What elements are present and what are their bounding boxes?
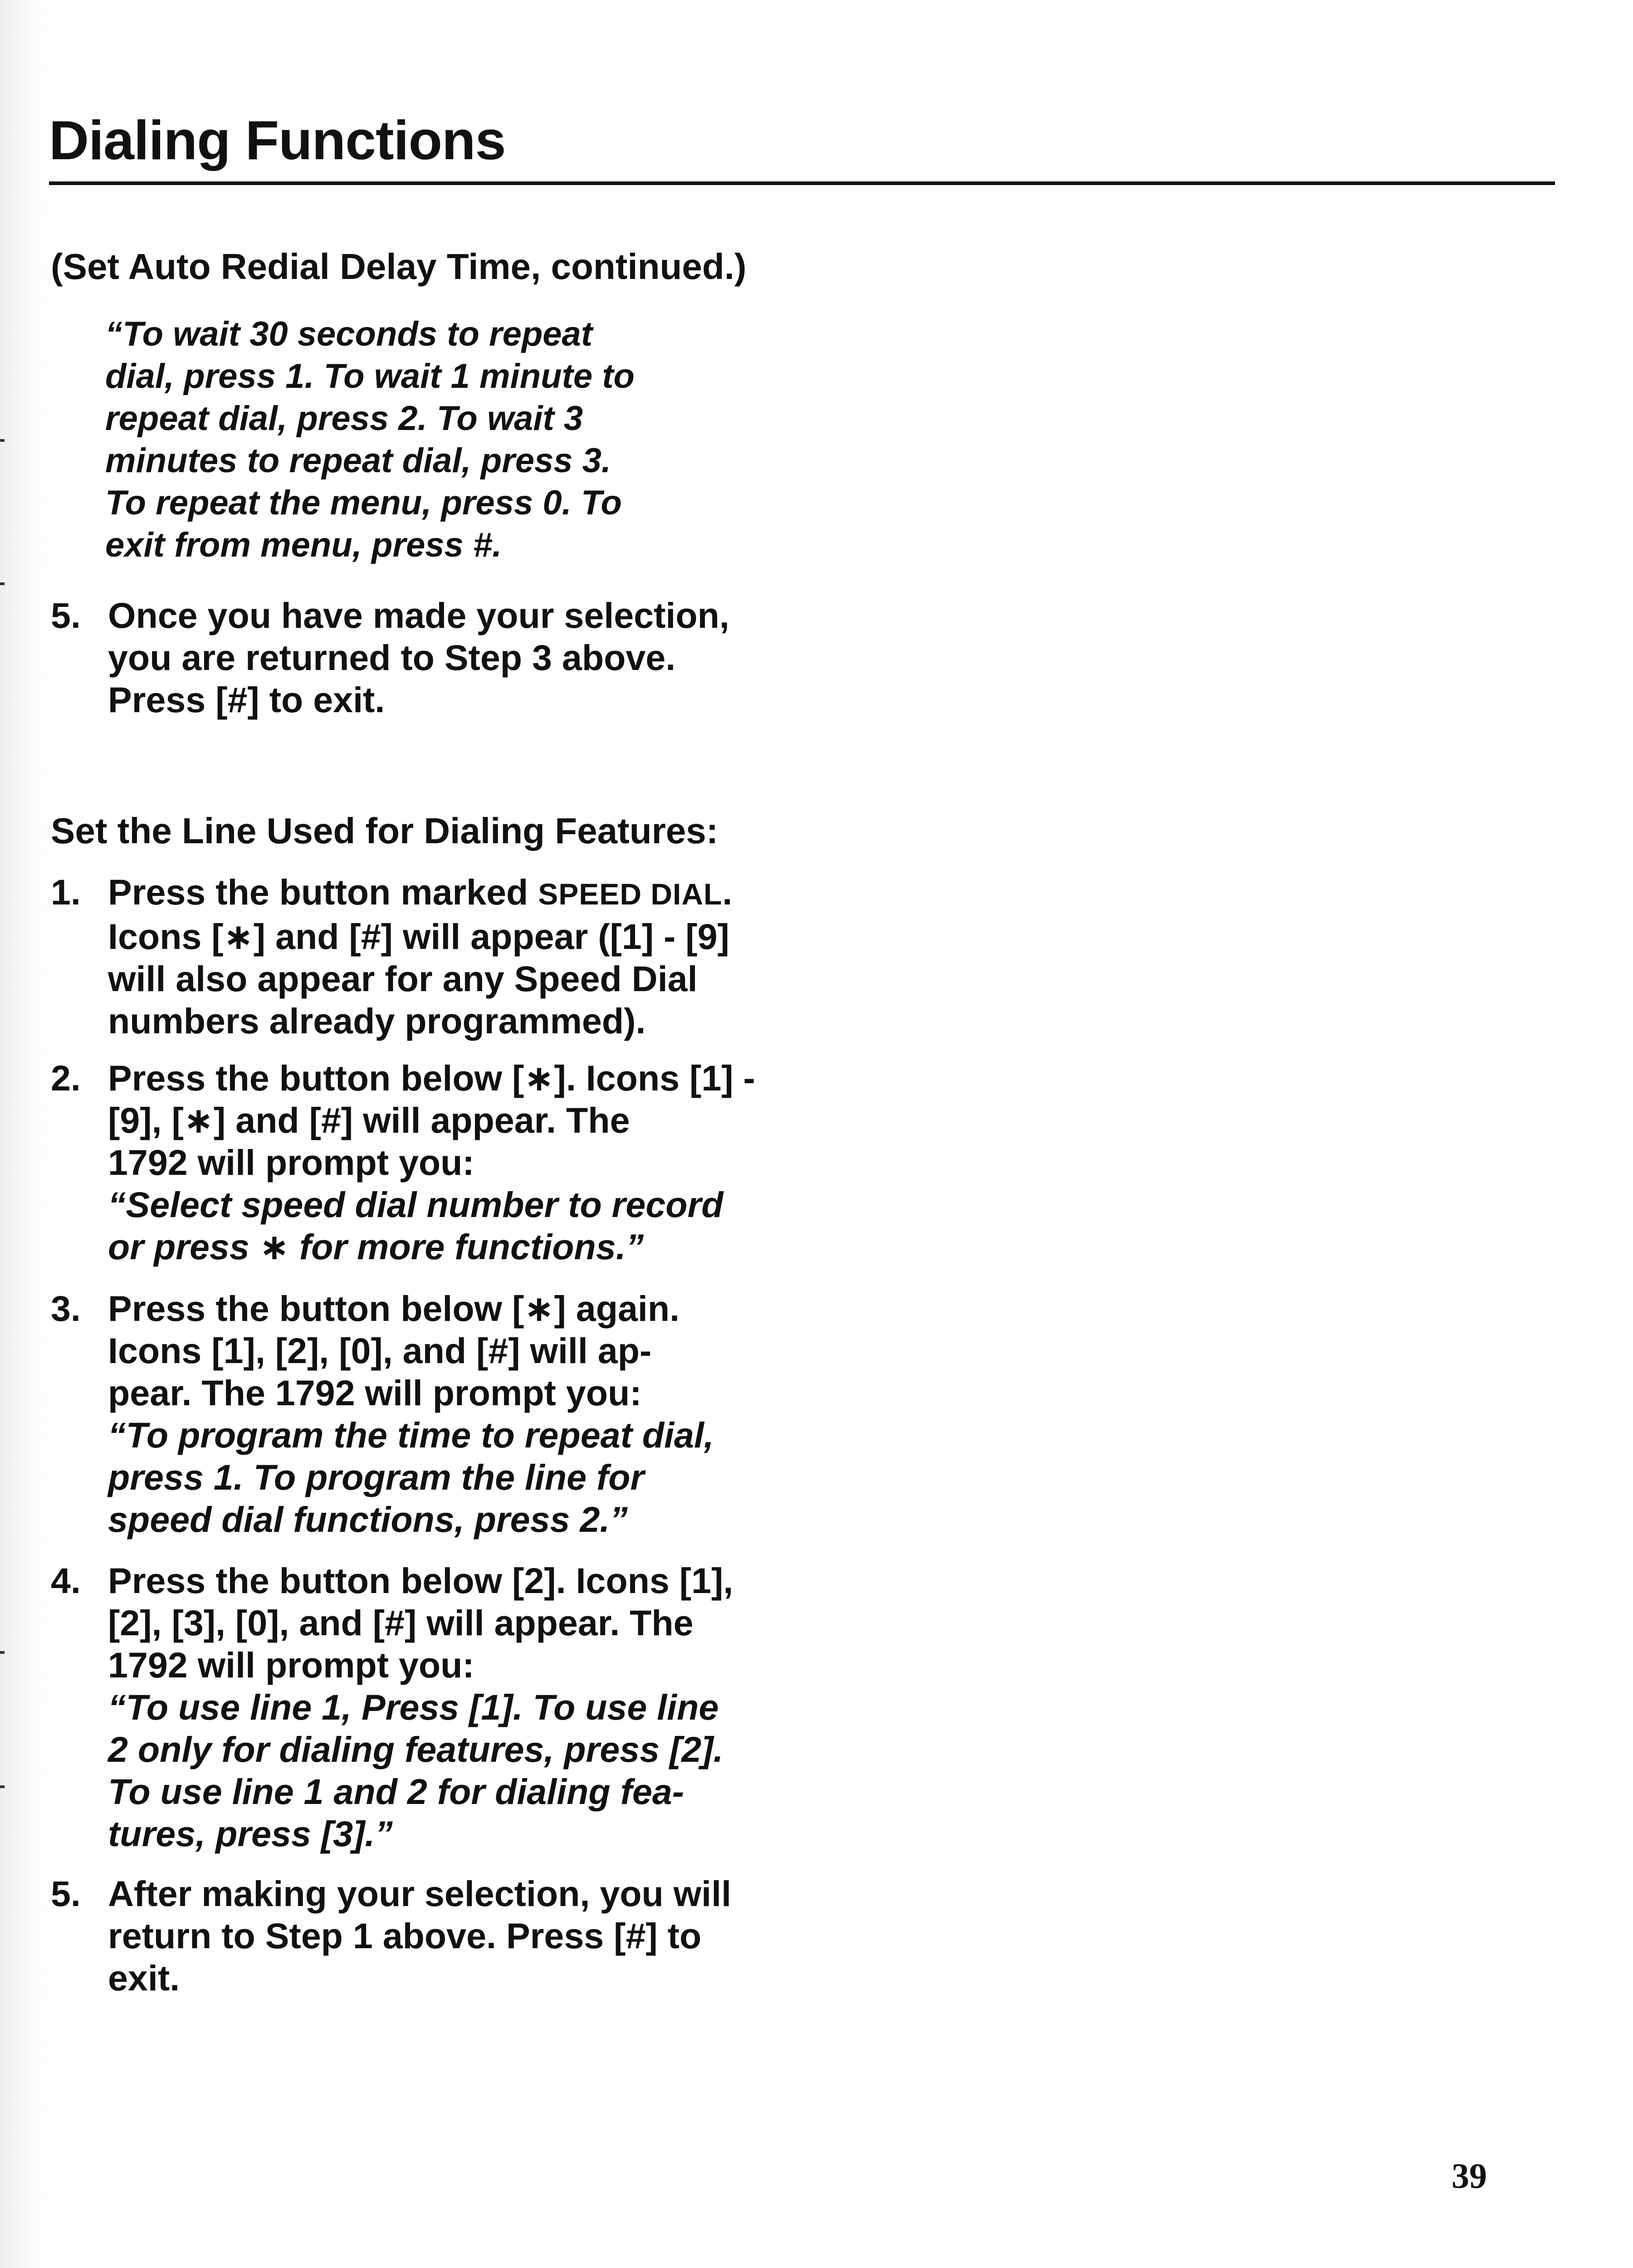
- step-line: exit.: [108, 1958, 180, 1998]
- redial-prompt: [105, 313, 635, 566]
- step-line-prefix: Press the button marked: [108, 872, 538, 912]
- step-text: [108, 1559, 733, 1855]
- margin-mark: [0, 439, 5, 442]
- step-line: Press the button below [∗]. Icons [1] -: [108, 1058, 755, 1098]
- prompt-line: exit from menu, press #.: [105, 526, 502, 564]
- step-line: pear. The 1792 will prompt you:: [108, 1373, 642, 1413]
- margin-mark: [0, 1785, 5, 1788]
- step-line: Icons [∗] and [#] will appear ([1] - [9]: [108, 916, 729, 957]
- step-text: [108, 594, 729, 721]
- step-text: [108, 1287, 714, 1540]
- margin-mark: [0, 582, 5, 585]
- step-text: [108, 1872, 731, 1999]
- prompt-line: repeat dial, press 2. To wait 3: [105, 399, 583, 438]
- step-line: will also appear for any Speed Dial: [108, 958, 698, 999]
- step-line: [2], [3], [0], and [#] will appear. The: [108, 1603, 694, 1643]
- prompt-line: dial, press 1. To wait 1 minute to: [105, 357, 635, 396]
- page-title: Dialing Functions: [49, 109, 506, 171]
- step-prompt-line: “Select speed dial number to record: [108, 1184, 724, 1225]
- step-number: 4.: [51, 1560, 81, 1601]
- step-line: 1792 will prompt you:: [108, 1142, 474, 1183]
- page-number: 39: [1452, 2156, 1487, 2195]
- step-line-suffix: .: [722, 872, 733, 912]
- step-line: Icons [1], [2], [0], and [#] will ap-: [108, 1330, 652, 1371]
- step-prompt-line: speed dial functions, press 2.”: [108, 1499, 628, 1540]
- step-line: After making your selection, you will: [108, 1873, 732, 1914]
- step-prompt-line: To use line 1 and 2 for dialing fea-: [108, 1771, 684, 1812]
- step-prompt-line: “To program the time to repeat dial,: [108, 1415, 714, 1455]
- title-rule: [49, 181, 1555, 185]
- step-line: [9], [∗] and [#] will appear. The: [108, 1100, 630, 1140]
- prompt-line: To repeat the menu, press 0. To: [105, 484, 622, 522]
- step-prompt-line: 2 only for dialing features, press [2].: [108, 1729, 724, 1769]
- step-prompt-line: “To use line 1, Press [1]. To use line: [108, 1687, 719, 1727]
- continued-heading: (Set Auto Redial Delay Time, continued.): [51, 246, 747, 287]
- step-line: Press the button below [∗] again.: [108, 1288, 680, 1329]
- step-line: return to Step 1 above. Press [#] to: [108, 1916, 702, 1956]
- prompt-line: minutes to repeat dial, press 3.: [105, 441, 611, 480]
- step-number: 5.: [51, 595, 81, 635]
- step-text: [108, 871, 732, 1042]
- prompt-line: “To wait 30 seconds to repeat: [105, 315, 593, 353]
- step-prompt-line: or press ∗ for more functions.”: [108, 1227, 644, 1267]
- speed-dial-key-label: SPEED DIAL: [538, 877, 723, 911]
- step-number: 3.: [51, 1288, 81, 1329]
- step-line: [108, 871, 732, 915]
- step-number: 1.: [51, 872, 81, 912]
- step-line: numbers already programmed).: [108, 1001, 646, 1041]
- step-line: 1792 will prompt you:: [108, 1645, 474, 1685]
- step-line: Once you have made your selection,: [108, 595, 729, 635]
- step-prompt-line: tures, press [3].”: [108, 1813, 393, 1854]
- step-number: 2.: [51, 1058, 81, 1098]
- step-line: Press [#] to exit.: [108, 679, 385, 720]
- step-prompt-line: press 1. To program the line for: [108, 1457, 645, 1497]
- step-number: 5.: [51, 1873, 81, 1914]
- section-heading: Set the Line Used for Dialing Features:: [51, 811, 719, 851]
- step-line: you are returned to Step 3 above.: [108, 637, 676, 678]
- step-line: Press the button below [2]. Icons [1],: [108, 1560, 733, 1601]
- step-text: [108, 1057, 755, 1268]
- margin-mark: [0, 1651, 5, 1654]
